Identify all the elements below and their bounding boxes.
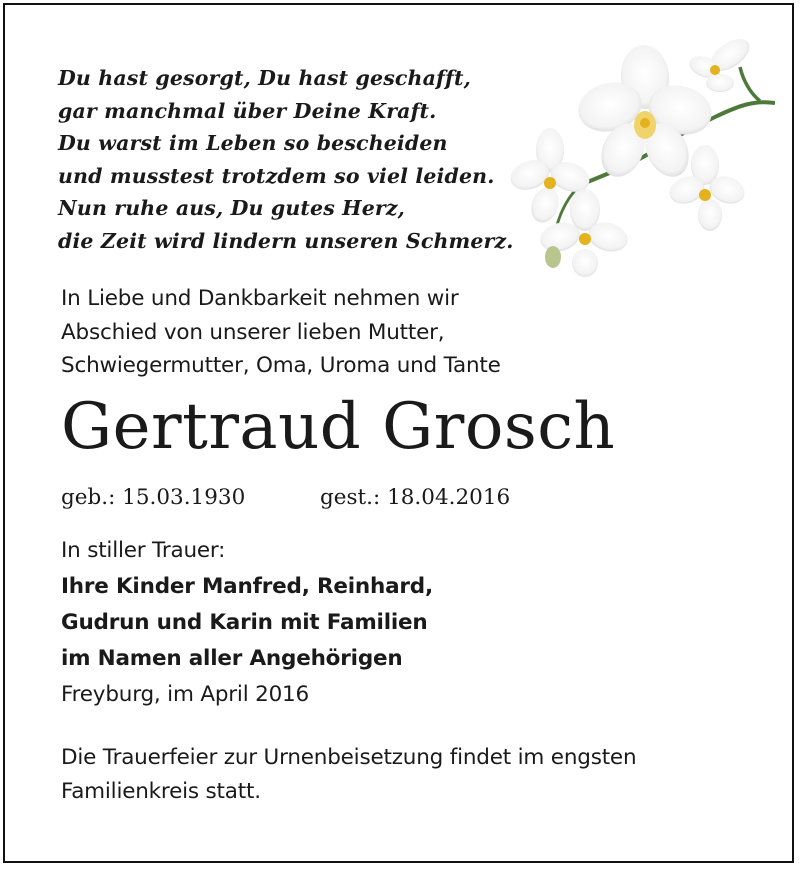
deceased-name: Gertraud Grosch [61,390,616,464]
note-line: Familienkreis statt. [61,778,261,804]
mourner-line: Ihre Kinder Manfred, Reinhard, [61,574,433,599]
mourner-line: Gudrun und Karin mit Familien [61,610,428,635]
poem-line: gar manchmal über Deine Kraft. [58,98,437,123]
poem-line: die Zeit wird lindern unseren Schmerz. [58,228,514,253]
note-line: Die Trauerfeier zur Urnenbeisetzung findet im engsten [61,745,637,770]
poem [58,62,514,258]
orchid-image [505,25,775,280]
intro-line: In Liebe und Dankbarkeit nehmen wir [61,286,459,311]
intro-text [61,282,501,383]
mourning-label: In stiller Trauer: [61,538,226,563]
mourning-block [61,533,433,677]
funeral-note [61,741,636,808]
intro-line: Abschied von unserer lieben Mutter, [61,319,445,345]
poem-line: und musstest trotzdem so viel leiden. [58,163,495,188]
poem-line: Du warst im Leben so bescheiden [58,131,448,156]
orchid-stem [740,67,760,101]
birth-date: geb.: 15.03.1930 [61,485,246,510]
intro-line: Schwiegermutter, Oma, Uroma und Tante [61,353,501,378]
place-date: Freyburg, im April 2016 [61,682,310,707]
poem-line: Nun ruhe aus, Du gutes Herz, [58,196,405,221]
mourner-line: im Namen aller Angehörigen [61,646,403,671]
poem-line: Du hast gesorgt, Du hast geschafft, [58,66,471,90]
orchid-bud [545,246,561,268]
death-date: gest.: 18.04.2016 [320,485,511,510]
